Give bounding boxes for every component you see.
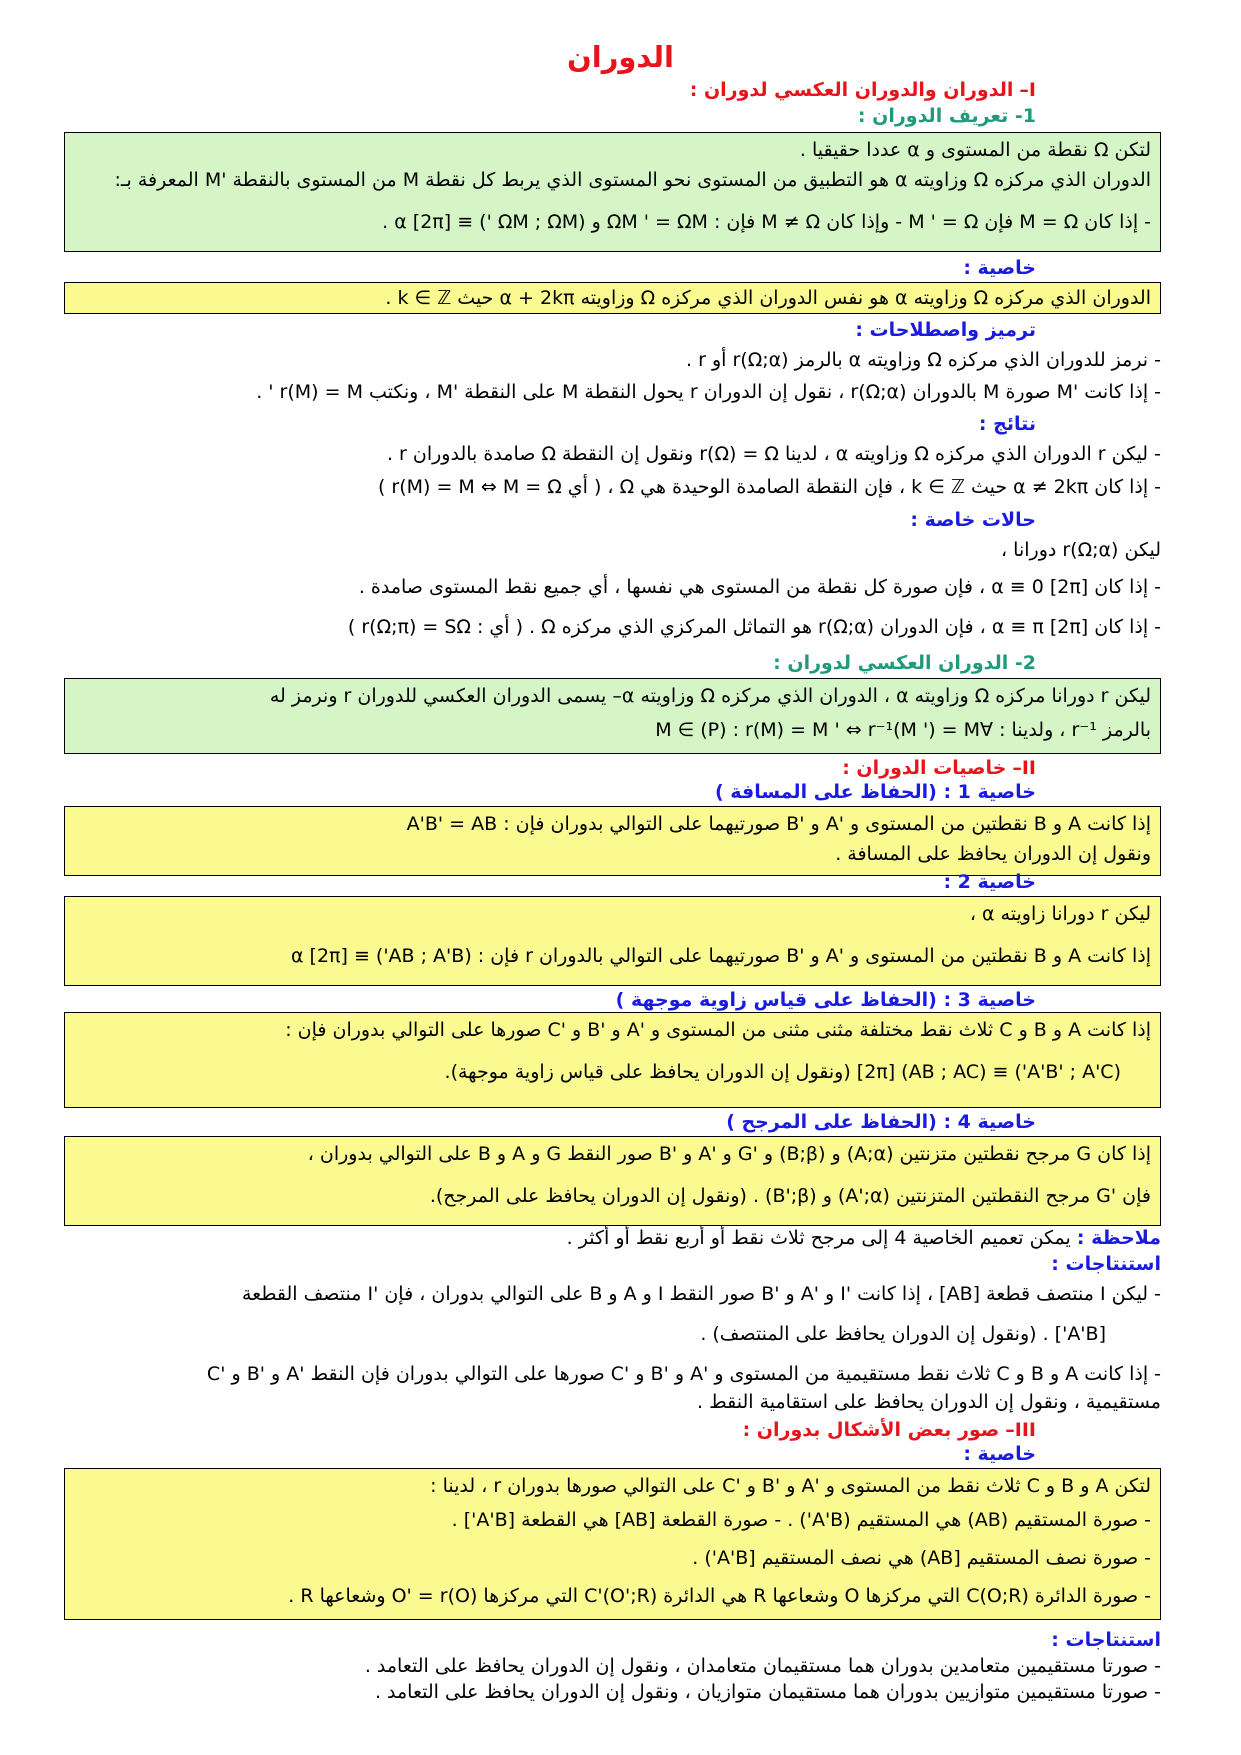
section-3-title: صور بعض الأشكال بدوران : [742,1419,1000,1441]
special-cases-label: حالات خاصة : [910,509,1036,531]
section-2-number: II– [1012,757,1036,779]
deductions-label: استنتاجات : [1051,1253,1161,1275]
section-3-number: III– [1005,1419,1036,1441]
special-cases-line-3: - إذا كان α ≡ π [2π] ، فإن الدوران r(Ω;α) هو التماثل المركزي الذي مركزه Ω . ( أي : r(Ω;π) = SΩ ) [347,616,1161,638]
results-line-2: - إذا كان α ≠ 2kπ حيث k ∈ ℤ ، فإن النقطة الصامدة الوحيدة هي Ω ، ( أي r(M) = M ⇔ M = Ω ) [377,476,1161,498]
property-5-line-2: - صورة المستقيم (AB) هي المستقيم (A'B') . - صورة القطعة [AB] هي القطعة [A'B'] . [451,1509,1151,1531]
property-3-label: خاصية 3 : (الحفاظ على قياس زاوية موجهة ) [615,989,1036,1011]
property-1-label: خاصية 1 : (الحفاظ على المسافة ) [714,781,1036,803]
special-cases-line-2: - إذا كان α ≡ 0 [2π] ، فإن صورة كل نقطة من المستوى هي نفسها ، أي جميع نقط المستوى صامدة . [358,576,1161,598]
note-label: ملاحظة : [1076,1227,1161,1249]
notation-line-1: - نرمز للدوران الذي مركزه Ω وزاويته α بالرمز r(Ω;α) أو r . [686,349,1161,371]
property-2-line-2: إذا كانت A و B نقطتين من المستوى و 'A و 'B صورتيهما على التوالي بالدوران r فإن : (AB ; A'B') ≡ α [2π] [290,945,1151,967]
deductions-2-line-1: - صورتا مستقيمين متعامدين بدوران هما مستقيمان متعامدان ، ونقول إن الدوران يحافظ على التعامد . [364,1655,1161,1677]
section-2-heading [70,756,1036,780]
property-5-label: خاصية : [963,1443,1036,1465]
inverse-line-1: ليكن r دورانا مركزه Ω وزاويته α ، الدوران الذي مركزه Ω وزاويته α– يسمى الدوران العكسي للدوران r ونرمز له [269,685,1151,707]
property-3-line-2: (A'B' ; A'C') ≡ (AB ; AC) [2π] (ونقول إن الدوران يحافظ على قياس زاوية موجهة). [444,1061,1121,1083]
property-text: الدوران الذي مركزه Ω وزاويته α هو نفس الدوران الذي مركزه Ω وزاويته α + 2kπ حيث k ∈ ℤ . [385,287,1151,309]
notation-label: ترميز واصطلاحات : [855,319,1036,341]
subsection-1-heading: 1- تعريف الدوران : [857,105,1036,127]
subsection-2-heading: 2- الدوران العكسي لدوران : [773,652,1036,674]
notation-line-2: - إذا كانت 'M صورة M بالدوران r(Ω;α) ، نقول إن الدوران r يحول النقطة M على النقطة 'M ، ونكتب r(M) = M ' . [256,381,1161,403]
definition-line-2: الدوران الذي مركزه Ω وزاويته α هو التطبيق من المستوى نحو المستوى الذي يربط كل نقطة M من المستوى بالنقطة 'M المعرفة بـ: [114,169,1151,191]
property-1-line-2: ونقول إن الدوران يحافظ على المسافة . [835,843,1151,865]
section-3-heading [70,1418,1036,1442]
property-5-line-3: - صورة نصف المستقيم [AB) هي نصف المستقيم [A'B') . [692,1547,1151,1569]
definition-line-3: - إذا كان M = Ω فإن M ' = Ω - وإذا كان M ≠ Ω فإن : ΩM ' = ΩM و (ΩM ; ΩM ') ≡ α [2π] . [382,211,1151,233]
section-1-title: الدوران والدوران العكسي لدوران : [689,79,1014,101]
property-4-line-1: إذا كان G مرجح نقطتين متزنتين (A;α) و (B;β) و 'G و 'A و 'B صور النقط G و A و B على التوالي بدوران ، [307,1143,1151,1165]
deductions-2-line-2: - صورتا مستقيمين متوازيين بدوران هما مستقيمان متوازيان ، ونقول إن الدوران يحافظ على التعامد . [374,1681,1161,1703]
section-2-title: خاصيات الدوران : [842,757,1007,779]
special-cases-line-1: ليكن r(Ω;α) دورانا ، [1000,539,1161,561]
property-1-line-1: إذا كانت A و B نقطتين من المستوى و 'A و 'B صورتيهما على التوالي بدوران فإن : A'B' = AB [406,813,1151,835]
note [70,1226,1161,1250]
deductions-line-4: مستقيمية ، ونقول إن الدوران يحافظ على استقامية النقط . [697,1391,1161,1413]
property-4-label: خاصية 4 : (الحفاظ على المرجح ) [726,1111,1036,1133]
property-label: خاصية : [963,257,1036,279]
deductions-line-3: - إذا كانت A و B و C ثلاث نقط مستقيمية من المستوى و 'A و 'B و 'C صورها على التوالي بدوران فإن النقط 'A و 'B و 'C [206,1363,1161,1385]
inverse-line-2: بالرمز r⁻¹ ، ولدينا : ∀M ∈ (P) : r(M) = M ' ⇔ r⁻¹(M ') = M [655,719,1151,741]
property-4-line-2: فإن 'G مرجح النقطتين المتزنتين (A';α) و (B';β) . (ونقول إن الدوران يحافظ على المرجح). [429,1185,1151,1207]
page-title: الدوران [567,40,674,74]
property-2-label: خاصية 2 : [943,871,1036,893]
results-label: نتائج : [978,413,1036,435]
property-2-line-1: ليكن r دورانا زاويته α ، [969,903,1151,925]
property-5-line-1: لتكن A و B و C ثلاث نقط من المستوى و 'A و 'B و 'C على التوالي صورها بدوران r ، لدينا : [430,1475,1151,1497]
note-text: يمكن تعميم الخاصية 4 إلى مرجح ثلاث نقط أو أربع نقط أو أكثر . [566,1227,1071,1249]
section-1-number: I– [1019,79,1036,101]
results-line-1: - ليكن r الدوران الذي مركزه Ω وزاويته α ، لدينا r(Ω) = Ω ونقول إن النقطة Ω صامدة بالدوران r . [386,443,1161,465]
definition-line-1: لتكن Ω نقطة من المستوى و α عددا حقيقيا . [799,139,1151,161]
deductions-2-label: استنتاجات : [1051,1629,1161,1651]
deductions-line-2: [A'B'] . (ونقول إن الدوران يحافظ على المنتصف) . [700,1323,1106,1345]
property-5-line-4: - صورة الدائرة C(O;R) التي مركزها O وشعاعها R هي الدائرة C'(O';R) التي مركزها O' = r(O) وشعاعها R . [288,1585,1151,1607]
section-1-heading [70,78,1036,102]
deductions-line-1: - ليكن I منتصف قطعة [AB] ، إذا كانت 'I و 'A و 'B صور النقط I و A و B على التوالي بدوران ، فإن 'I منتصف القطعة [241,1283,1161,1305]
property-3-line-1: إذا كانت A و B و C ثلاث نقط مختلفة مثنى مثنى من المستوى و 'A و 'B و 'C صورها على التوالي بدوران فإن : [285,1019,1151,1041]
